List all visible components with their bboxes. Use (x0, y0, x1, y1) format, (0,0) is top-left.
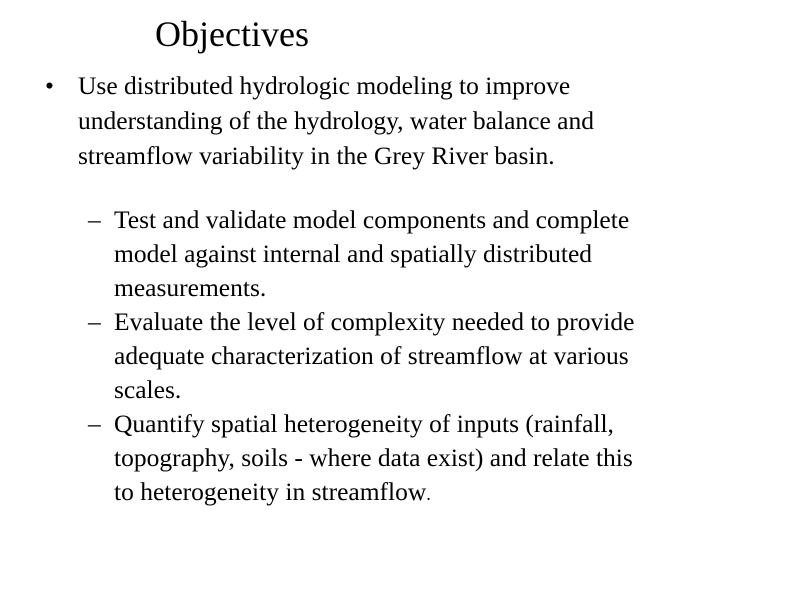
sub-bullet-text (114, 407, 768, 511)
main-bullet (45, 68, 768, 173)
sub-bullet-line: measurements. (114, 273, 267, 302)
sub-bullet-line: Test and validate model components and complete (114, 205, 630, 234)
dash-marker: – (88, 409, 101, 438)
sub-bullet-item (88, 305, 768, 407)
sub-bullet-line: adequate characterization of streamflow at various (114, 341, 629, 370)
main-bullet-text (78, 68, 768, 173)
dash-marker: – (88, 307, 101, 336)
main-bullet-line: Use distributed hydrologic modeling to improve (78, 71, 571, 100)
sub-bullet-line: Quantify spatial heterogeneity of inputs (rainfall, (114, 409, 614, 438)
sub-bullet-line: model against internal and spatially distributed (114, 239, 593, 268)
trailing-period: . (426, 484, 431, 504)
sub-bullet-list (88, 203, 768, 511)
sub-bullet-item (88, 407, 768, 511)
sub-bullet-line: scales. (114, 375, 182, 404)
bullet-marker: • (45, 71, 54, 100)
sub-bullet-line (114, 475, 768, 511)
main-bullet-line: streamflow variability in the Grey River basin. (78, 141, 555, 170)
slide-title: Objectives (155, 14, 309, 54)
main-bullet-line: understanding of the hydrology, water balance and (78, 106, 594, 135)
sub-bullet-line-text: to heterogeneity in streamflow (114, 477, 427, 506)
sub-bullet-item (88, 203, 768, 305)
sub-bullet-text (114, 305, 768, 407)
sub-bullet-line: topography, soils - where data exist) and relate this (114, 443, 633, 472)
dash-marker: – (88, 205, 101, 234)
sub-bullet-text (114, 203, 768, 305)
sub-bullet-line: Evaluate the level of complexity needed to provide (114, 307, 635, 336)
